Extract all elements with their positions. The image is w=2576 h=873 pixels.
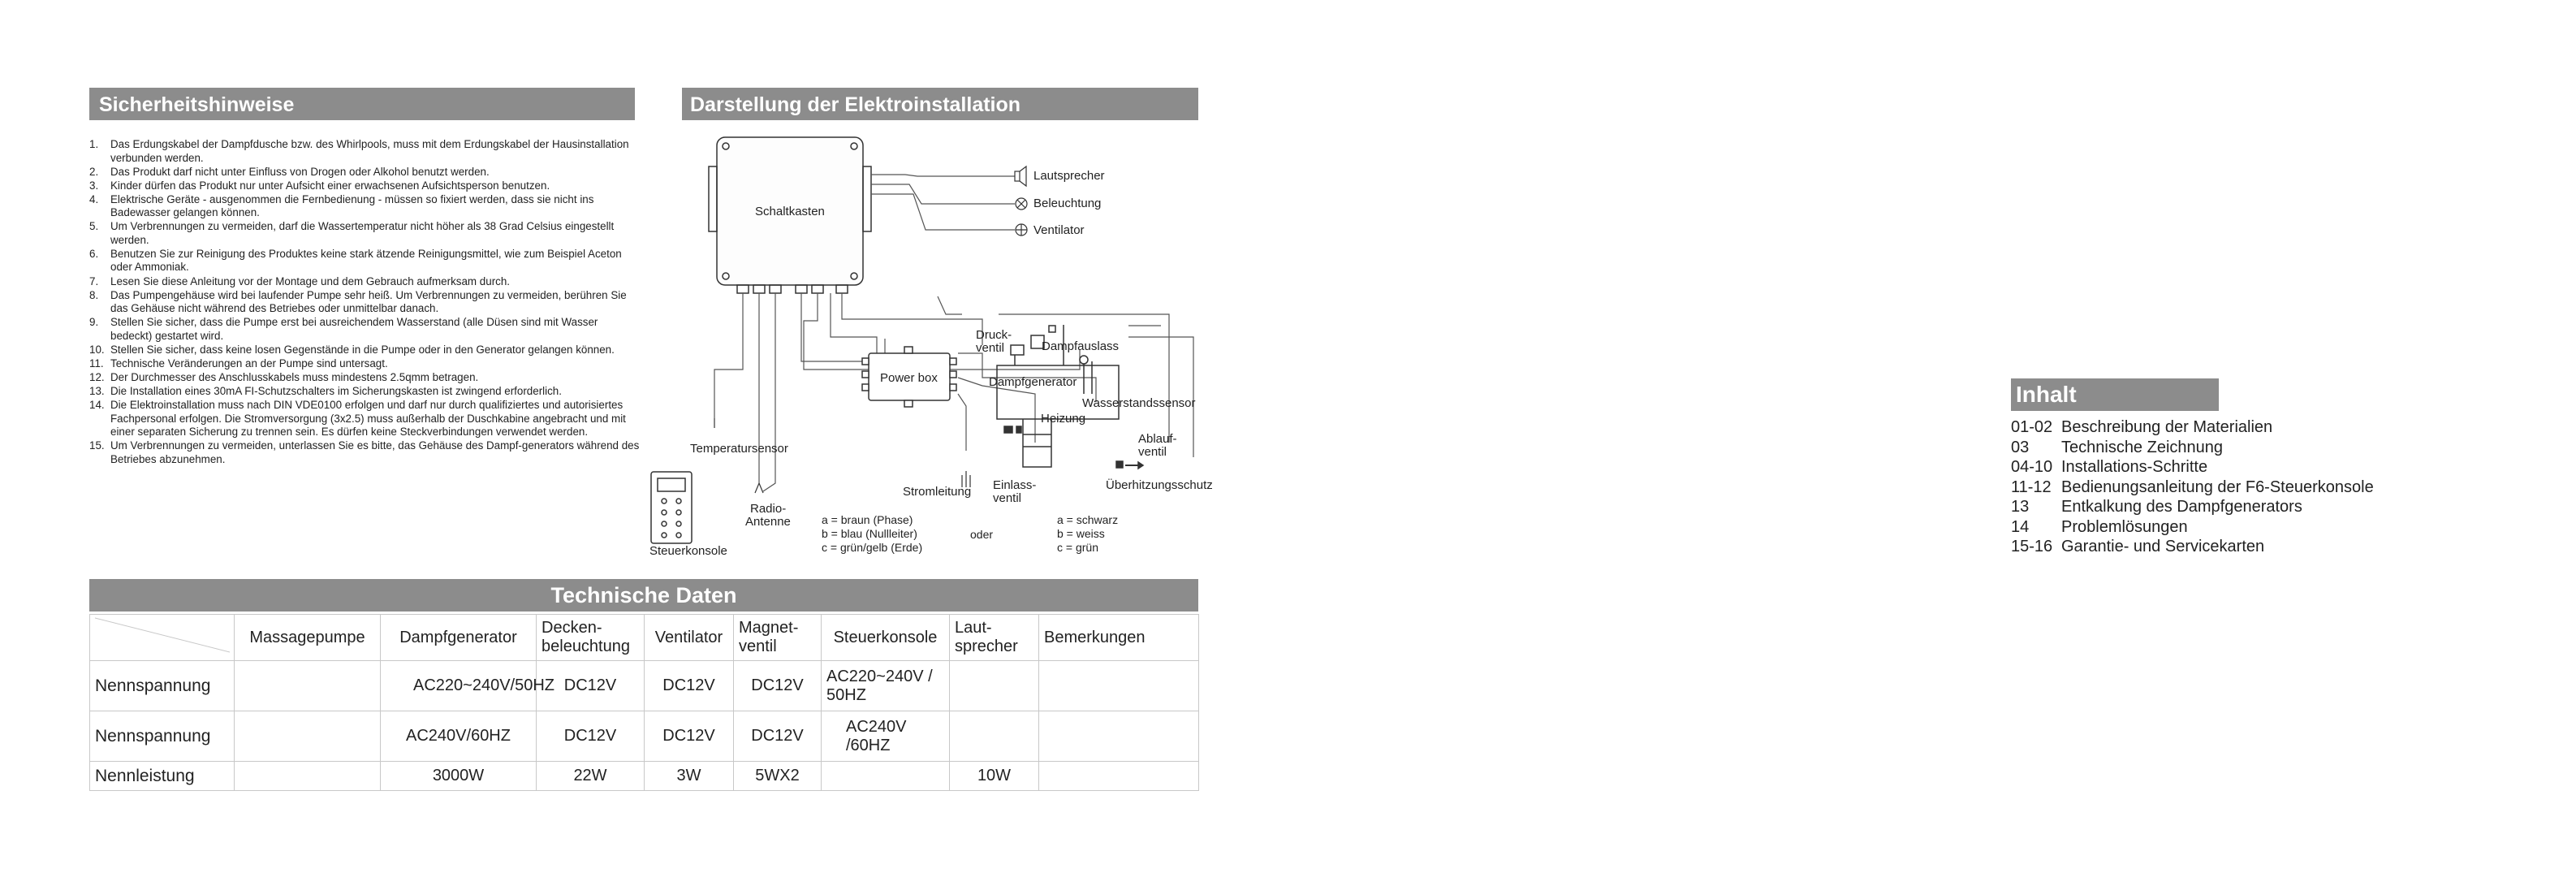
power-box-label: Power box xyxy=(880,371,938,385)
radio-antenna-label: Radio- xyxy=(750,502,787,516)
safety-item: 9. Stellen Sie sicher, dass die Pumpe erst bei ausreichendem Wasserstand (alle Düsen sind mit Wasser bedeckt) gestartet wird. xyxy=(89,316,598,342)
table-cell xyxy=(235,711,381,762)
safety-item: 2. Das Produkt darf nicht unter Einfluss von Drogen oder Alkohol benutzt werden. xyxy=(89,165,490,178)
drain-valve-label-2: ventil xyxy=(1138,445,1167,459)
safety-item: 8. Das Pumpengehäuse wird bei laufender Pumpe sehr heiß. Um Verbrennungen zu vermeiden, berühren Sie das Gehäuse nicht während des Betriebes oder unmittelbar danach. xyxy=(89,288,627,315)
column-header: Decken-beleuchtung xyxy=(537,615,645,661)
column-header: Laut-sprecher xyxy=(950,615,1039,661)
wiring-diagram xyxy=(641,126,1226,573)
safety-item: 5. Um Verbrennungen zu vermeiden, darf die Wassertemperatur nicht höher als 38 Grad Celsius eingestellt werden. xyxy=(89,220,615,246)
control-box-label: Schaltkasten xyxy=(755,205,825,218)
column-header: Magnet-ventil xyxy=(734,615,822,661)
toc-item: 03 Technische Zeichnung xyxy=(2011,438,2224,456)
legend-right-b: b = weiss xyxy=(1057,527,1105,540)
table-cell: AC240V /60HZ xyxy=(822,711,950,762)
table-cell xyxy=(950,711,1039,762)
column-header: Bemerkungen xyxy=(1039,615,1199,661)
table-cell xyxy=(1039,762,1199,791)
steam-outlet-label: Dampfauslass xyxy=(1042,339,1120,353)
row-label: Nennleistung xyxy=(90,762,235,791)
overheat-protection-label: Überhitzungsschutz xyxy=(1106,478,1213,492)
safety-item: 7. Lesen Sie diese Anleitung vor der Montage und dem Gebrauch aufmerksam durch. xyxy=(89,274,511,287)
fan-label: Ventilator xyxy=(1033,223,1085,237)
heater-label: Heizung xyxy=(1041,412,1086,426)
water-level-sensor-label: Wasserstandssensor xyxy=(1082,396,1196,410)
temperature-sensor-label: Temperatursensor xyxy=(690,442,788,456)
inlet-valve-label-2: ventil xyxy=(993,491,1022,505)
column-header: Massagepumpe xyxy=(235,615,381,661)
table-cell xyxy=(950,661,1039,711)
safety-item: 13. Die Installation eines 30mA FI-Schutzschalters im Sicherungskasten ist zwingend erforderlich. xyxy=(89,385,562,398)
table-cell: DC12V xyxy=(645,711,734,762)
control-panel-label: Steuerkonsole xyxy=(649,544,727,558)
table-cell: DC12V xyxy=(734,711,822,762)
electrical-section-title: Darstellung der Elektroinstallation xyxy=(682,88,1198,120)
table-cell xyxy=(822,762,950,791)
drain-valve-label: Ablauf- xyxy=(1138,432,1177,446)
table-cell: 3000W xyxy=(381,762,537,791)
light-icon xyxy=(1016,198,1027,210)
safety-item: 15. Um Verbrennungen zu vermeiden, unterlassen Sie es bitte, das Gehäuse des Dampf-generators während des Betriebes abzunehmen. xyxy=(89,439,640,465)
toc-item: 01-02 Beschreibung der Materialien xyxy=(2011,418,2273,436)
safety-item: 1. Das Erdungskabel der Dampfdusche bzw. des Whirlpools, muss mit dem Erdungskabel der Hausinstallation verbunden werden. xyxy=(89,138,629,164)
pressure-valve-label: Druck- xyxy=(976,328,1012,342)
safety-item: 4. Elektrische Geräte - ausgenommen die Fernbedienung - müssen so fixiert werden, dass sie nicht ins Badewasser gelangen können. xyxy=(89,192,594,219)
table-cell: 5WX2 xyxy=(734,762,822,791)
power-line-label: Stromleitung xyxy=(903,485,972,499)
table-cell: DC12V xyxy=(734,661,822,711)
table-row xyxy=(90,711,1199,762)
toc-item: 11-12 Bedienungsanleitung der F6-Steuerkonsole xyxy=(2011,478,2374,496)
column-header: Ventilator xyxy=(645,615,734,661)
legend-right-c: c = grün xyxy=(1057,541,1098,554)
fan-icon xyxy=(1016,224,1027,236)
legend-left-b: b = blau (Nullleiter) xyxy=(822,527,917,540)
table-cell: DC12V xyxy=(537,661,645,711)
table-cell: 3W xyxy=(645,762,734,791)
corner-cell xyxy=(90,615,235,661)
safety-section-title: Sicherheitshinweise xyxy=(89,88,635,120)
row-label: Nennspannung xyxy=(90,661,235,711)
toc-item: 14 Problemlösungen xyxy=(2011,517,2188,536)
legend-or: oder xyxy=(970,528,994,541)
steam-generator-label: Dampfgenerator xyxy=(989,375,1077,389)
toc-item: 04-10 Installations-Schritte xyxy=(2011,458,2208,476)
speaker-icon xyxy=(1015,166,1026,186)
radio-antenna xyxy=(755,483,763,493)
table-cell xyxy=(235,661,381,711)
table-cell xyxy=(1039,661,1199,711)
safety-item: 14. Die Elektroinstallation muss nach DIN VDE0100 erfolgen und darf nur durch qualifiziertes und autorisiertes Fachpersonal erfolgen. Die Stromversorgung (3x2.5) muss außerhalb der Duschkabine angebracht und mit einer separaten Sicherung zu trennen sein. Es dürfen keine Steckverbindungen verwendet werden. xyxy=(89,399,626,439)
table-row xyxy=(90,762,1199,791)
table-cell: 10W xyxy=(950,762,1039,791)
safety-item: 12. Der Durchmesser des Anschlusskabels muss mindestens 2.5qmm betragen. xyxy=(89,371,479,384)
tech-data-table xyxy=(89,614,1199,791)
safety-item: 10. Stellen Sie sicher, dass keine losen Gegenstände in die Pumpe oder in den Generator gelangen können. xyxy=(89,343,615,356)
light-label: Beleuchtung xyxy=(1033,197,1102,210)
toc-item: 15-16 Garantie- und Servicekarten xyxy=(2011,538,2265,555)
column-header: Steuerkonsole xyxy=(822,615,950,661)
safety-item: 11. Technische Veränderungen an der Pumpe sind untersagt. xyxy=(89,357,388,370)
toc-title: Inhalt xyxy=(2011,378,2219,411)
table-cell: AC220~240V / 50HZ xyxy=(822,661,950,711)
safety-item: 6. Benutzen Sie zur Reinigung des Produktes keine stark ätzende Reinigungsmittel, wie zum Beispiel Aceton oder Ammoniak. xyxy=(89,247,622,274)
table-cell: DC12V xyxy=(645,661,734,711)
table-header-row xyxy=(90,615,1199,661)
control-panel xyxy=(651,472,692,543)
legend-left-c: c = grün/gelb (Erde) xyxy=(822,541,923,554)
tech-data-title: Technische Daten xyxy=(89,579,1198,612)
radio-antenna-label-2: Antenne xyxy=(745,515,791,529)
table-cell: AC240V/60HZ xyxy=(381,711,537,762)
table-row xyxy=(90,661,1199,711)
safety-item: 3. Kinder dürfen das Produkt nur unter Aufsicht einer erwachsenen Aufsichtsperson benutzen. xyxy=(89,179,550,192)
column-header: Dampfgenerator xyxy=(381,615,537,661)
table-cell: DC12V xyxy=(537,711,645,762)
inlet-valve-label: Einlass- xyxy=(993,478,1037,492)
safety-list xyxy=(89,138,640,467)
legend-right-a: a = schwarz xyxy=(1057,513,1119,526)
table-cell xyxy=(1039,711,1199,762)
table-of-contents xyxy=(2011,417,2374,557)
speaker-label: Lautsprecher xyxy=(1033,169,1105,183)
table-cell: AC220~240V/50HZ xyxy=(381,661,537,711)
table-cell: 22W xyxy=(537,762,645,791)
pressure-valve-label-2: ventil xyxy=(976,341,1005,355)
diagonal-line xyxy=(95,616,230,654)
toc-item: 13 Entkalkung des Dampfgenerators xyxy=(2011,498,2302,516)
row-label: Nennspannung xyxy=(90,711,235,762)
table-cell xyxy=(235,762,381,791)
legend-left-a: a = braun (Phase) xyxy=(822,513,913,526)
